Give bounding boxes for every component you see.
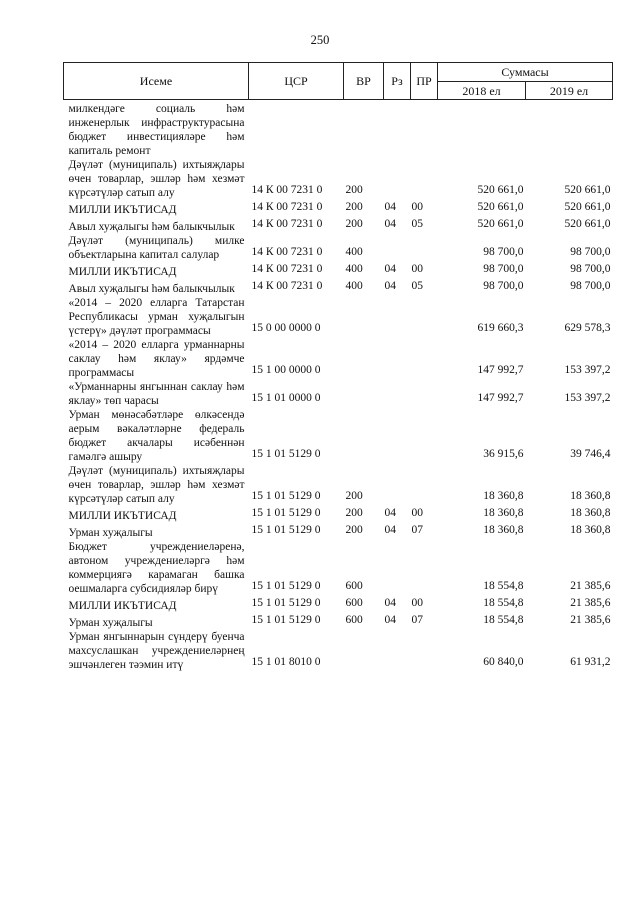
table-row <box>64 380 613 408</box>
table-row <box>64 596 613 613</box>
row-name: Дәүләт (муниципаль) ихтыяҗлары өчен товарлар, эшләр һәм хезмәт күрсәтүләр сатып алу <box>68 465 245 505</box>
row-name: «2014 – 2020 елларга Татарстан Республикасы урман хуҗалыгын үстерү» дәүләт программасы <box>68 297 245 337</box>
row-rz <box>384 338 411 380</box>
row-pr <box>411 380 438 408</box>
row-vr <box>344 408 384 464</box>
row-vr: 200 <box>345 490 363 502</box>
row-pr <box>411 100 438 159</box>
row-pr <box>411 338 438 380</box>
row-rz <box>384 100 411 159</box>
table-row <box>64 262 613 279</box>
row-name: «2014 – 2020 елларга урманнарны саклау һәм яклау» ярдәмче программасы <box>68 339 245 379</box>
row-pr: 00 <box>411 597 423 609</box>
row-name: Урман хуҗалыгы <box>68 617 153 629</box>
row-vr: 200 <box>345 201 363 213</box>
row-rz: 04 <box>384 524 396 536</box>
budget-table <box>63 62 613 672</box>
row-pr: 07 <box>411 614 423 626</box>
row-vr <box>344 296 384 338</box>
row-vr: 200 <box>345 184 363 196</box>
row-sum-2018: 18 360,8 <box>483 524 524 536</box>
row-name: Авыл хуҗалыгы һәм балыкчылык <box>68 221 235 233</box>
row-sum-2019: 21 385,6 <box>570 597 611 609</box>
row-rz: 04 <box>384 218 396 230</box>
row-rz <box>384 464 411 506</box>
header-sums: Суммасы <box>438 63 613 82</box>
row-sum-2018: 36 915,6 <box>483 448 524 460</box>
row-csr <box>249 100 344 159</box>
table-row <box>64 523 613 540</box>
row-sum-2018: 18 360,8 <box>483 507 524 519</box>
header-vr: ВР <box>344 63 384 100</box>
row-sum-2018: 98 700,0 <box>483 246 524 258</box>
row-sum-2018: 18 554,8 <box>483 597 524 609</box>
row-sum-2019: 629 578,3 <box>564 322 611 334</box>
row-sum-2019: 98 700,0 <box>570 280 611 292</box>
row-pr <box>411 158 438 200</box>
table-row <box>64 200 613 217</box>
row-pr: 05 <box>411 280 423 292</box>
row-sum-2018: 18 554,8 <box>483 614 524 626</box>
row-vr: 400 <box>345 280 363 292</box>
row-rz: 04 <box>384 597 396 609</box>
table-row <box>64 217 613 234</box>
row-sum-2018: 147 992,7 <box>477 364 524 376</box>
row-name: МИЛЛИ ИКЪТИСАД <box>68 600 177 612</box>
row-name: Дәүләт (муниципаль) ихтыяҗлары өчен товарлар, эшләр һәм хезмәт күрсәтүләр сатып алу <box>68 159 245 199</box>
row-rz: 04 <box>384 614 396 626</box>
row-csr: 14 К 00 7231 0 <box>251 184 323 196</box>
row-pr <box>411 408 438 464</box>
row-csr: 14 К 00 7231 0 <box>251 280 323 292</box>
row-sum-2019: 153 397,2 <box>564 364 611 376</box>
row-sum-2019: 21 385,6 <box>570 580 611 592</box>
header-year-2018: 2018 ел <box>438 82 526 100</box>
row-sum-2019: 153 397,2 <box>564 392 611 404</box>
row-name: «Урманнарны янгыннан саклау һәм яклау» төп чарасы <box>68 381 245 407</box>
row-name: Бюджет учреждениеләренә, автоном учреждениеләргә һәм коммерциягә карамаган башка оешмаларга субсидияләр бирү <box>68 541 245 595</box>
row-vr: 400 <box>345 263 363 275</box>
header-pr: ПР <box>411 63 438 100</box>
row-rz: 04 <box>384 507 396 519</box>
row-vr: 400 <box>345 246 363 258</box>
row-sum-2018: 520 661,0 <box>477 184 524 196</box>
row-sum-2018: 98 700,0 <box>483 280 524 292</box>
row-csr: 15 0 00 0000 0 <box>251 322 321 334</box>
row-name: милкендәге социаль һәм инженерлык инфраструктурасына бюджет инвестицияләре һәм капиталь ремонт <box>68 103 245 157</box>
row-sum-2018: 60 840,0 <box>483 656 524 668</box>
row-rz: 04 <box>384 280 396 292</box>
row-vr: 200 <box>345 507 363 519</box>
row-rz <box>384 630 411 672</box>
table-row <box>64 613 613 630</box>
row-vr: 600 <box>345 597 363 609</box>
row-rz <box>384 158 411 200</box>
row-pr: 00 <box>411 201 423 213</box>
table-row <box>64 408 613 464</box>
row-rz <box>384 234 411 262</box>
row-name: Дәүләт (муниципаль) милке объектларына капитал салулар <box>68 235 245 261</box>
page-number: 250 <box>310 33 330 47</box>
row-sum-2018: 98 700,0 <box>483 263 524 275</box>
row-sum-2018: 520 661,0 <box>477 218 524 230</box>
header-rz: Рз <box>384 63 411 100</box>
row-csr: 14 К 00 7231 0 <box>251 218 323 230</box>
row-sum-2019 <box>526 100 613 159</box>
row-csr: 15 1 01 5129 0 <box>251 507 321 519</box>
row-name: Авыл хуҗалыгы һәм балыкчылык <box>68 283 235 295</box>
row-csr: 15 1 01 0000 0 <box>251 392 321 404</box>
row-pr: 07 <box>411 524 423 536</box>
row-sum-2019: 18 360,8 <box>570 490 611 502</box>
row-name: Урман янгыннарын сүндерү буенча махсуслашкан учреждениеләрнең эшчәнлеген тәэмин итү <box>68 631 245 671</box>
row-vr <box>344 338 384 380</box>
row-rz <box>384 540 411 596</box>
row-vr <box>344 380 384 408</box>
row-csr: 14 К 00 7231 0 <box>251 201 323 213</box>
row-sum-2019: 21 385,6 <box>570 614 611 626</box>
table-row <box>64 338 613 380</box>
row-pr <box>411 234 438 262</box>
table-row <box>64 630 613 672</box>
row-name: Урман хуҗалыгы <box>68 527 153 539</box>
row-vr: 600 <box>345 614 363 626</box>
row-csr: 14 К 00 7231 0 <box>251 263 323 275</box>
row-rz <box>384 380 411 408</box>
row-csr: 15 1 01 5129 0 <box>251 580 321 592</box>
row-csr: 15 1 01 5129 0 <box>251 490 321 502</box>
row-csr: 15 1 00 0000 0 <box>251 364 321 376</box>
row-sum-2018: 520 661,0 <box>477 201 524 213</box>
row-name: МИЛЛИ ИКЪТИСАД <box>68 510 177 522</box>
row-sum-2018: 18 554,8 <box>483 580 524 592</box>
header-year-2019: 2019 ел <box>526 82 613 100</box>
row-vr: 600 <box>345 580 363 592</box>
row-pr <box>411 296 438 338</box>
row-sum-2018: 619 660,3 <box>477 322 524 334</box>
row-sum-2019: 61 931,2 <box>570 656 611 668</box>
row-sum-2018: 18 360,8 <box>483 490 524 502</box>
row-vr <box>344 100 384 159</box>
row-sum-2019: 98 700,0 <box>570 263 611 275</box>
row-vr <box>344 630 384 672</box>
row-sum-2019: 520 661,0 <box>564 201 611 213</box>
row-vr: 200 <box>345 524 363 536</box>
row-vr: 200 <box>345 218 363 230</box>
row-sum-2019: 18 360,8 <box>570 507 611 519</box>
row-pr: 05 <box>411 218 423 230</box>
row-csr: 15 1 01 8010 0 <box>251 656 321 668</box>
table-row <box>64 506 613 523</box>
row-name: МИЛЛИ ИКЪТИСАД <box>68 266 177 278</box>
row-sum-2019: 98 700,0 <box>570 246 611 258</box>
row-sum-2018 <box>438 100 526 159</box>
table-row <box>64 464 613 506</box>
row-csr: 15 1 01 5129 0 <box>251 524 321 536</box>
row-sum-2019: 39 746,4 <box>570 448 611 460</box>
table-row <box>64 540 613 596</box>
row-pr: 00 <box>411 263 423 275</box>
row-csr: 15 1 01 5129 0 <box>251 448 321 460</box>
table-row <box>64 296 613 338</box>
header-csr: ЦСР <box>249 63 344 100</box>
row-rz: 04 <box>384 263 396 275</box>
row-sum-2018: 147 992,7 <box>477 392 524 404</box>
row-pr <box>411 630 438 672</box>
table-row <box>64 100 613 159</box>
row-rz <box>384 408 411 464</box>
row-pr <box>411 464 438 506</box>
row-sum-2019: 520 661,0 <box>564 184 611 196</box>
table-row <box>64 234 613 262</box>
row-name: Урман мөнәсәбәтләре өлкәсендә аерым вәкаләтләрне федераль бюджет акчалары исәбеннән гамәлгә ашыру <box>68 409 245 463</box>
row-sum-2019: 18 360,8 <box>570 524 611 536</box>
row-csr: 15 1 01 5129 0 <box>251 597 321 609</box>
row-csr: 14 К 00 7231 0 <box>251 246 323 258</box>
row-pr: 00 <box>411 507 423 519</box>
row-pr <box>411 540 438 596</box>
row-rz <box>384 296 411 338</box>
table-row <box>64 279 613 296</box>
table-body <box>64 100 613 673</box>
header-name: Исеме <box>64 63 249 100</box>
row-name: МИЛЛИ ИКЪТИСАД <box>68 204 177 216</box>
row-rz: 04 <box>384 201 396 213</box>
table-row <box>64 158 613 200</box>
row-csr: 15 1 01 5129 0 <box>251 614 321 626</box>
row-sum-2019: 520 661,0 <box>564 218 611 230</box>
table-header <box>64 63 613 100</box>
